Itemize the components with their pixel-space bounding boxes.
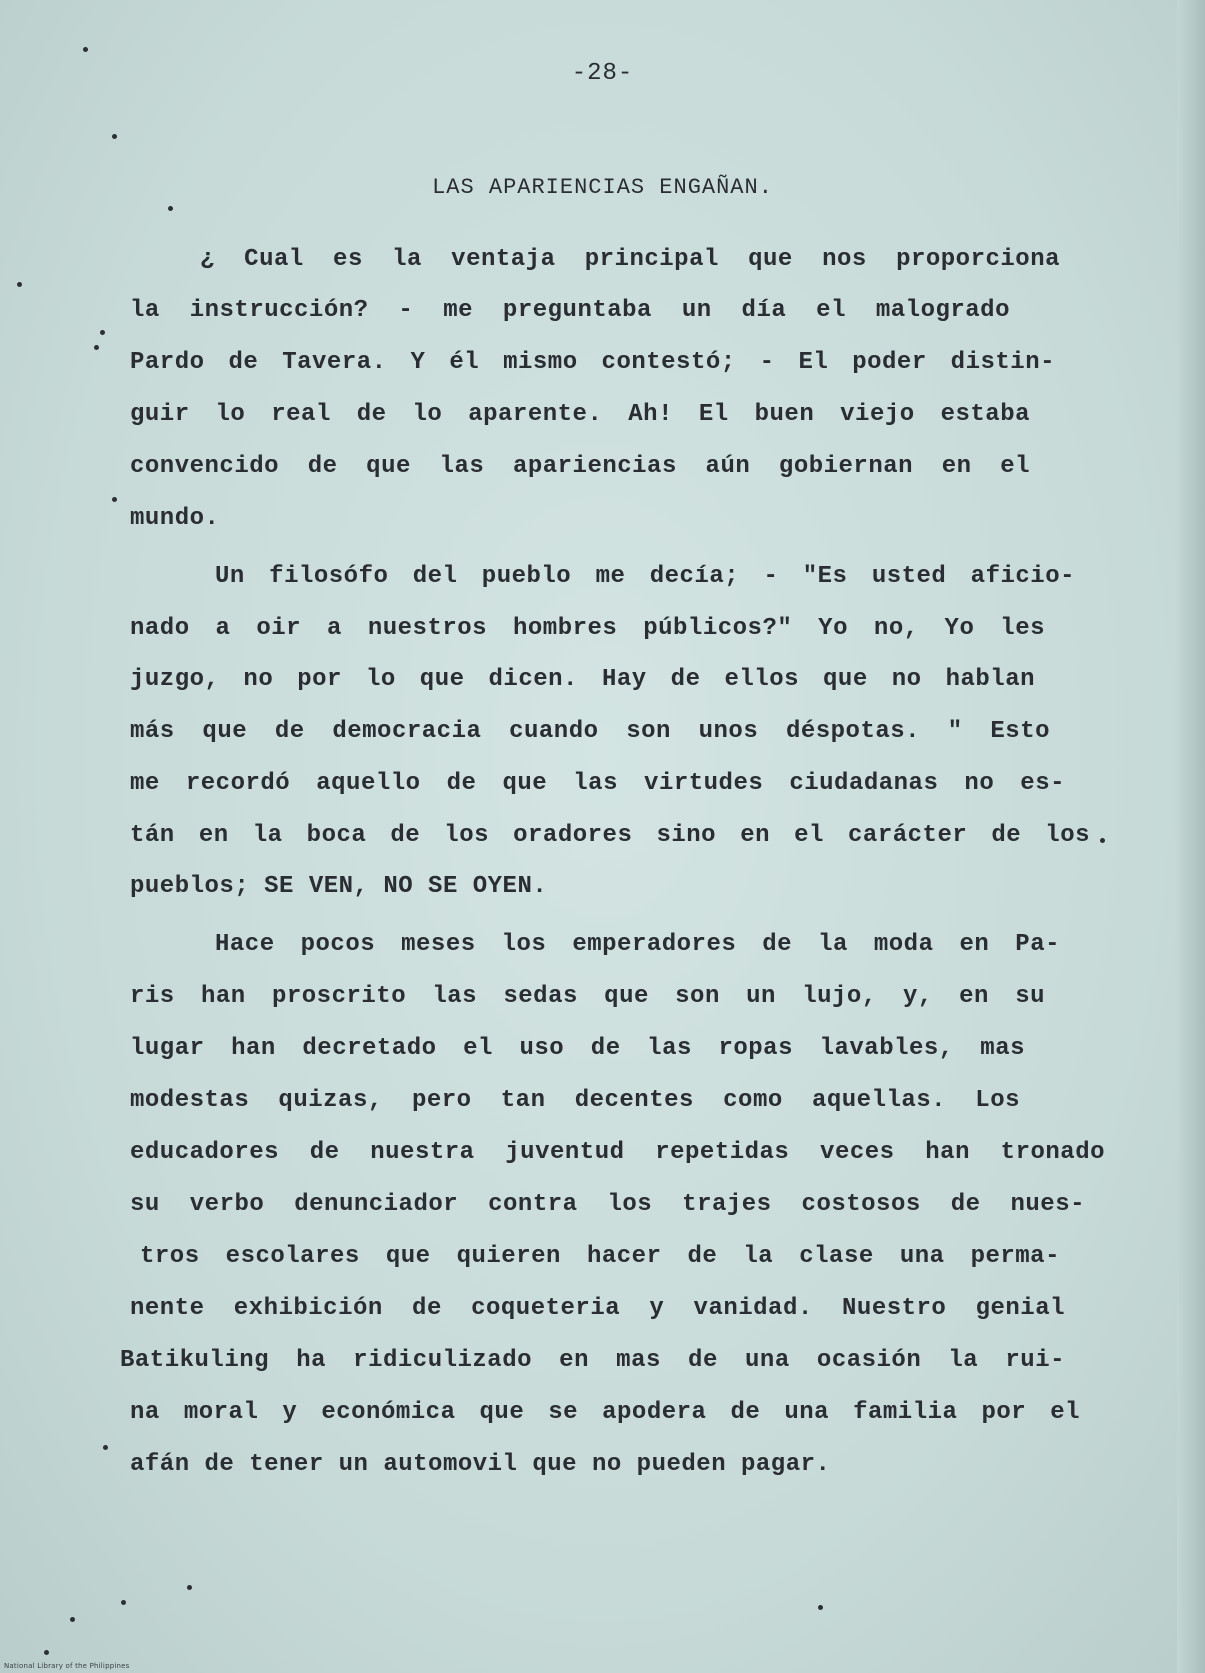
punch-mark: [112, 134, 117, 139]
text-line: pueblos; SE VEN, NO SE OYEN.: [130, 873, 548, 900]
text-line: me recordó aquello de que las virtudes ciudadanas no es-: [130, 770, 1065, 797]
text-line: afán de tener un automovil que no pueden pagar.: [130, 1451, 831, 1478]
punch-mark: [818, 1605, 823, 1610]
punch-mark: [112, 497, 117, 502]
text-line: Batikuling ha ridiculizado en mas de una ocasión la rui-: [120, 1347, 1065, 1374]
punch-mark: [121, 1600, 126, 1605]
punch-mark: [168, 206, 173, 211]
text-line: ris han proscrito las sedas que son un lujo, y, en su: [130, 983, 1045, 1010]
page-number: -28-: [571, 60, 634, 87]
punch-mark: [1100, 838, 1105, 843]
text-line: na moral y económica que se apodera de una familia por el: [130, 1399, 1080, 1426]
punch-mark: [17, 282, 22, 287]
punch-mark: [103, 1445, 108, 1450]
text-line: lugar han decretado el uso de las ropas lavables, mas: [130, 1035, 1025, 1062]
text-line: convencido de que las apariencias aún gobiernan en el: [130, 453, 1030, 480]
text-line: más que de democracia cuando son unos déspotas. " Esto: [130, 718, 1050, 745]
text-line: nado a oir a nuestros hombres públicos?" Yo no, Yo les: [130, 615, 1045, 642]
footer-credit: National Library of the Philippines: [4, 1662, 130, 1670]
punch-mark: [187, 1585, 192, 1590]
punch-mark: [70, 1617, 75, 1622]
text-line: Hace pocos meses los emperadores de la moda en Pa-: [215, 931, 1060, 958]
text-line: Pardo de Tavera. Y él mismo contestó; - El poder distin-: [130, 349, 1055, 376]
text-line: la instrucción? - me preguntaba un día el malogrado: [130, 297, 1010, 324]
punch-mark: [100, 330, 105, 335]
text-line: nente exhibición de coqueteria y vanidad. Nuestro genial: [130, 1295, 1065, 1322]
text-line: ¿ Cual es la ventaja principal que nos proporciona: [200, 246, 1060, 273]
text-line: su verbo denunciador contra los trajes costosos de nues-: [130, 1191, 1085, 1218]
text-line: guir lo real de lo aparente. Ah! El buen viejo estaba: [130, 401, 1030, 428]
document-title: LAS APARIENCIAS ENGAÑAN.: [432, 175, 773, 200]
text-line: modestas quizas, pero tan decentes como aquellas. Los: [130, 1087, 1020, 1114]
page-edge-shadow: [1177, 0, 1205, 1673]
punch-mark: [94, 345, 99, 350]
text-line: mundo.: [130, 505, 220, 532]
text-line: Un filosófo del pueblo me decía; - "Es usted aficio-: [215, 563, 1075, 590]
text-line: juzgo, no por lo que dicen. Hay de ellos que no hablan: [130, 666, 1035, 693]
text-line: educadores de nuestra juventud repetidas veces han tronado: [130, 1139, 1105, 1166]
text-line: tros escolares que quieren hacer de la clase una perma-: [140, 1243, 1060, 1270]
punch-mark: [83, 47, 88, 52]
text-line: tán en la boca de los oradores sino en el carácter de los: [130, 822, 1090, 849]
punch-mark: [44, 1650, 49, 1655]
